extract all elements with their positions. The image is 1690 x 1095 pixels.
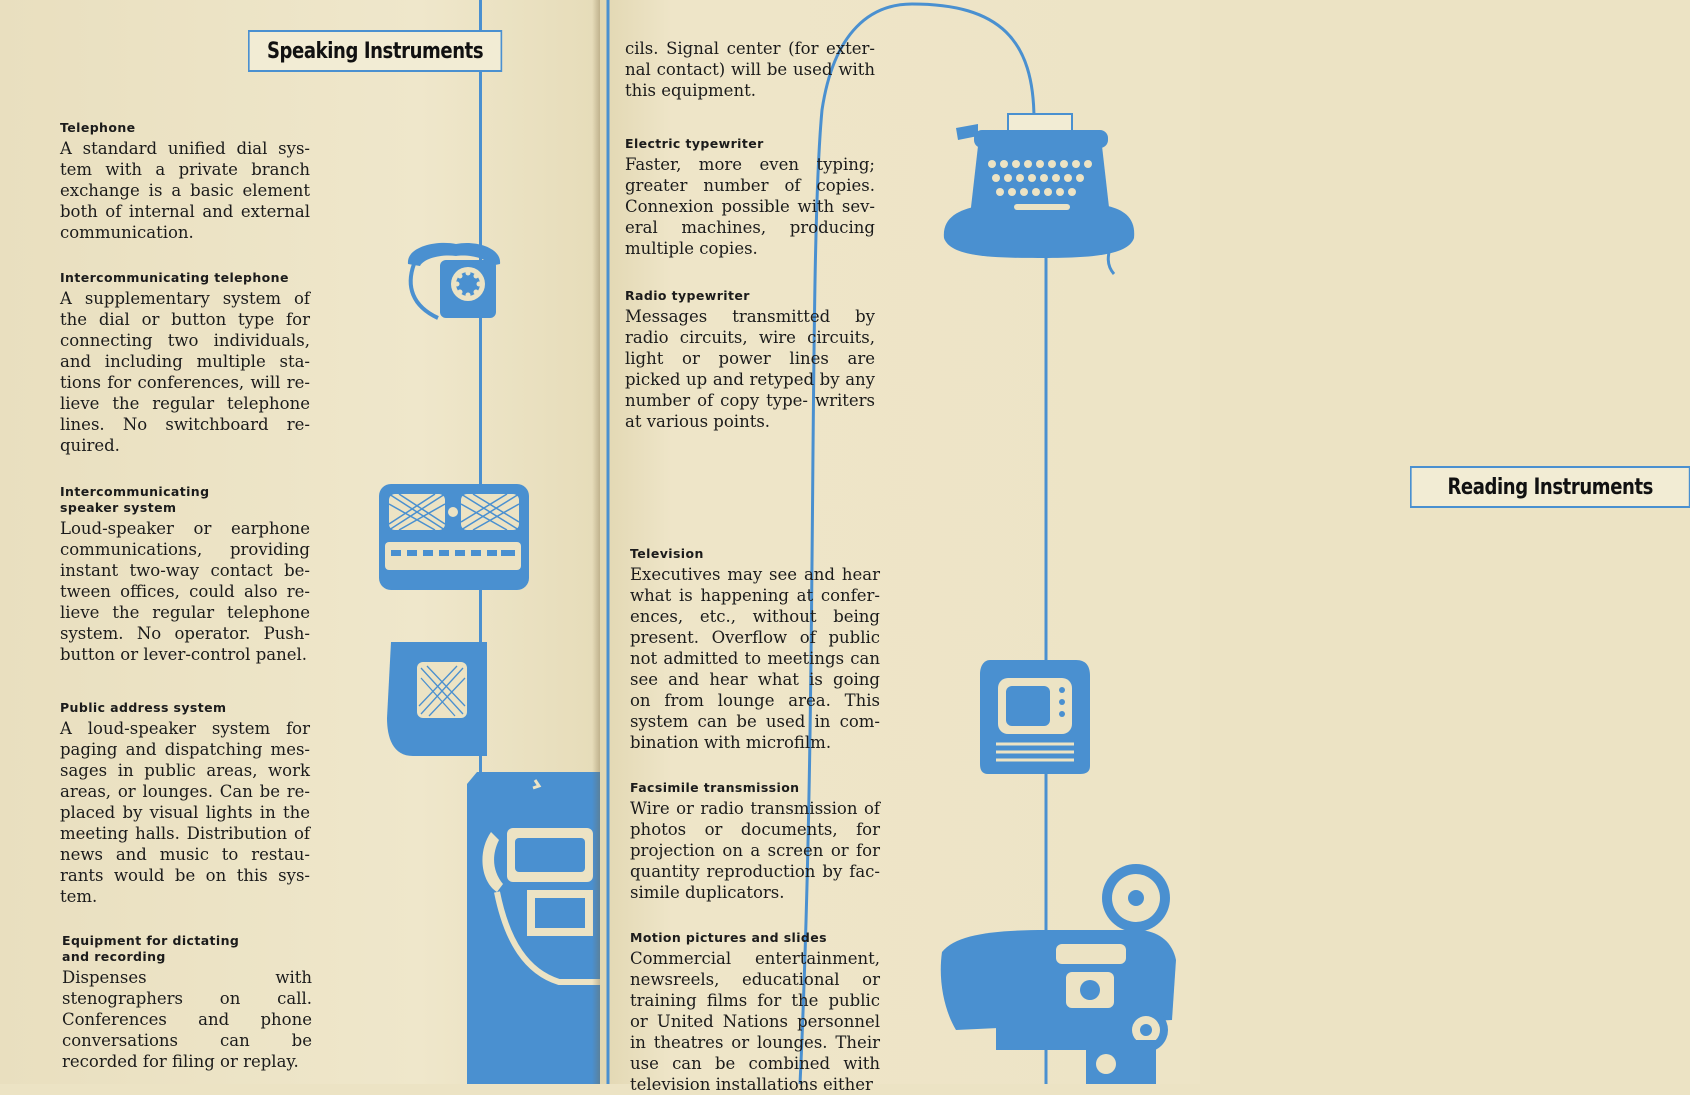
item-body: A supplementary system of the dial or button type for connecting two individuals, and including multiple sta- tions for conferences, will re- lieve the regular telephone lines. No switchboard re- quired. [60,289,310,455]
motion-pictures-item [630,930,880,1095]
typewriter-illustration [938,106,1138,291]
item-heading: Facsimile transmission [630,780,800,795]
item-body: Dispenses with stenographers on call. Conferences and phone conversations can be recorded for filing or replay. [62,968,312,1071]
item-heading: Intercommunicating telephone [60,270,289,285]
intercom-telephone-item [60,270,310,456]
item-heading: Equipment for dictating and recording [62,933,240,964]
telephone-illustration [398,236,508,326]
item-body: A standard unified dial sys- tem with a private branch exchange is a basic element both of internal and external communication. [60,139,310,242]
television-item [630,546,880,753]
item-heading: Television [630,546,704,561]
item-body: Loud-speaker or earphone communications, providing instant two-way contact be- tween offices, could also re- lieve the regular telephone system. No operator. Push- button or lever-control panel. [60,519,310,664]
section-title-text: Reading Instruments [1447,474,1653,500]
item-body: Messages transmitted by radio circuits, wire circuits, light or power lines are picked up and retyped by any number of copy type- writers at various points. [625,307,875,431]
item-body: Wire or radio transmission of photos or documents, for projection on a screen or for quantity reproduction by fac- simile duplicators. [630,799,880,902]
electric-typewriter-item [625,136,875,259]
wall-speaker-illustration [383,638,495,760]
section-title-text: Speaking Instruments [266,38,484,64]
intercom-speaker-illustration [375,478,535,596]
item-body: A loud-speaker system for paging and dispatching mes- sages in public areas, work areas, or lounges. Can be re- placed by visual lights in the meeting halls. Distribution of news and music to restau- rants would be on this sys- tem. [60,719,310,906]
intercom-speaker-item [60,484,310,665]
dictating-item [62,933,312,1072]
continuation-text [625,38,875,101]
dictating-machine-illustration [467,772,600,1084]
telephone-item [60,120,310,243]
public-address-item [60,700,310,907]
continuation-body: cils. Signal center (for exter- nal contact) will be used with this equipment. [625,39,875,100]
item-body: Executives may see and hear what is happening at confer- ences, etc., without being present. Overflow of public not admitted to meetings can see and hear what is going on from lounge area. This system can be used in com- bination with microfilm. [630,565,880,752]
right-page [600,0,1653,1094]
left-page [0,0,600,1084]
item-heading: Radio typewriter [625,288,750,303]
item-heading: Motion pictures and slides [630,930,827,945]
item-heading: Public address system [60,700,227,715]
speaking-instruments-title [248,30,502,72]
facsimile-item [630,780,880,903]
radio-typewriter-item [625,288,875,432]
item-body: Commercial entertainment, newsreels, educational or training films for the public or United Nations personnel in theatres or lounges. Their use can be combined with television installations either [630,949,880,1094]
item-body: Faster, more even typing; greater number of copies. Connexion possible with sev- eral machines, producing multiple copies. [625,155,875,258]
film-projector-illustration [936,860,1200,1084]
television-illustration [976,656,1094,776]
item-heading: Telephone [60,120,136,135]
item-heading: Electric typewriter [625,136,764,151]
item-heading: Intercommunicating speaker system [60,484,210,515]
reading-instruments-title [1410,466,1690,508]
